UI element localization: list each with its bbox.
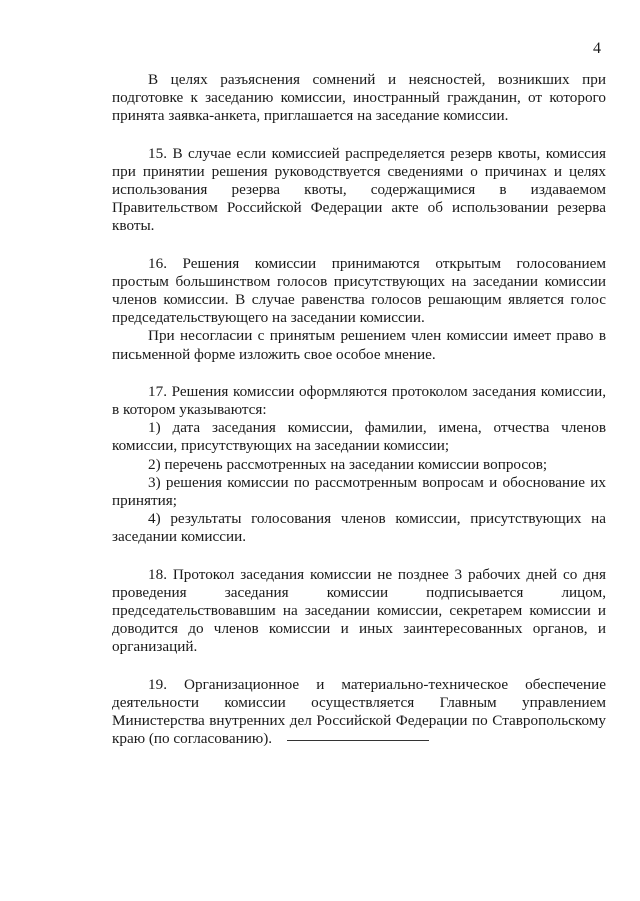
paragraph-18: 18. Протокол заседания комиссии не позднее 3 рабочих дней со дня проведения заседания комиссии подписывается лицом, председательствовавшим на заседании комиссии, секретарем комиссии и доводится до членов комиссии и иных заинтересованных органов, и организаций.: [112, 565, 606, 656]
paragraph-19: 19. Организационное и материально-техническое обеспечение деятельности комиссии осуществляется Главным управлением Министерства внутренних дел Российской Федерации по Ставропольскому краю (по согласованию).: [112, 675, 606, 748]
paragraph-16: 16. Решения комиссии принимаются открытым голосованием простым большинством голосов присутствующих на заседании комиссии членов комиссии. В случае равенства голосов решающим является голос председательствующего на заседании комиссии.: [112, 254, 606, 327]
paragraph-15: 15. В случае если комиссией распределяется резерв квоты, комиссия при принятии решения руководствуется сведениями о причинах и целях использования резерва квоты, содержащимися в издаваемом Правительством Российской Федерации акте об использовании резерва квоты.: [112, 144, 606, 235]
list-item-17-2: 2) перечень рассмотренных на заседании комиссии вопросов;: [148, 455, 548, 473]
list-item-17-1: 1) дата заседания комиссии, фамилии, имена, отчества членов комиссии, присутствующих на заседании комиссии;: [112, 419, 606, 455]
page-number: 4: [593, 40, 601, 57]
paragraph-clarification: В целях разъяснения сомнений и неясностей, возникших при подготовке к заседанию комиссии, иностранный гражданин, от которого принята заявка-анкета, приглашается на заседание комиссии.: [112, 71, 606, 125]
paragraph-17: 17. Решения комиссии оформляются протоколом заседания комиссии, в котором указываются:: [112, 382, 606, 419]
list-item-17-3: 3) решения комиссии по рассмотренным вопросам и обоснование их принятия;: [112, 473, 606, 510]
document-body: [112, 71, 606, 749]
paragraph-16-dissent: При несогласии с принятым решением член комиссии имеет право в письменной форме изложить свое особое мнение.: [112, 327, 606, 363]
list-item-17-4: 4) результаты голосования членов комиссии, присутствующих на заседании комиссии.: [112, 510, 606, 546]
end-divider-line: [287, 740, 429, 741]
